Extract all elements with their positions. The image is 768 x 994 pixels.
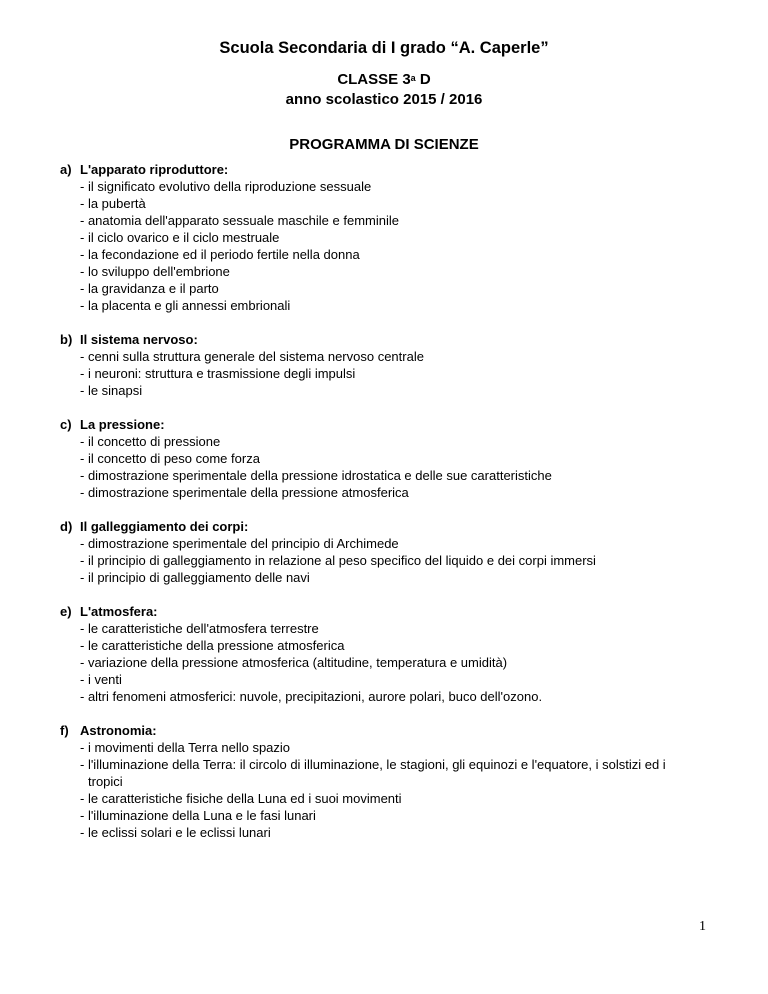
list-item: - la pubertà [80,196,146,211]
section-title: Astronomia: [80,723,157,738]
section-title: La pressione: [80,417,165,432]
section-letter: a) [60,162,72,177]
section-heading [60,161,700,178]
list-item: - le eclissi solari e le eclissi lunari [80,825,271,840]
list-item: - l'illuminazione della Terra: il circolo di illuminazione, le stagioni, gli equinozi e l'equatore, i solstizi ed i tropici [80,757,666,789]
list-item: - il ciclo ovarico e il ciclo mestruale [80,230,280,245]
section-letter: b) [60,332,73,347]
list-item: - dimostrazione sperimentale della pressione idrostatica e delle sue caratteristiche [80,468,552,483]
class-label [0,70,768,90]
program-section [60,722,700,841]
section-item-list [60,178,700,314]
section-item-list [60,739,700,841]
list-item: - lo sviluppo dell'embrione [80,264,230,279]
list-item: - l'illuminazione della Luna e le fasi lunari [80,808,316,823]
list-item: - i movimenti della Terra nello spazio [80,740,291,755]
section-title: L'atmosfera: [80,604,158,619]
list-item: - le caratteristiche della pressione atmosferica [80,638,345,653]
list-item: - il principio di galleggiamento in relazione al peso specifico del liquido e dei corpi immersi [80,553,596,568]
section-letter: f) [60,723,69,738]
section-heading [60,603,700,620]
list-item: - altri fenomeni atmosferici: nuvole, precipitazioni, aurore polari, buco dell'ozono. [80,689,543,704]
program-section [60,416,700,501]
list-item: - dimostrazione sperimentale della pressione atmosferica [80,485,409,500]
list-item: - i neuroni: struttura e trasmissione degli impulsi [80,366,356,381]
class-superscript: a [410,73,416,83]
section-heading [60,331,700,348]
list-item: - variazione della pressione atmosferica (altitudine, temperatura e umidità) [80,655,508,670]
section-title: Il galleggiamento dei corpi: [80,519,249,534]
section-item-list [60,348,700,399]
list-item: - cenni sulla struttura generale del sistema nervoso centrale [80,349,424,364]
program-section [60,603,700,705]
list-item: - la placenta e gli annessi embrionali [80,298,291,313]
list-item: - il significato evolutivo della riproduzione sessuale [80,179,372,194]
section-letter: d) [60,519,73,534]
section-letter: c) [60,417,72,432]
section-heading [60,416,700,433]
list-item: - il principio di galleggiamento delle navi [80,570,310,585]
list-item: - le caratteristiche fisiche della Luna ed i suoi movimenti [80,791,402,806]
section-item-list [60,620,700,705]
list-item: - il concetto di peso come forza [80,451,260,466]
program-section [60,518,700,586]
page-title: PROGRAMMA DI SCIENZE [289,136,479,153]
list-item: - le sinapsi [80,383,143,398]
section-item-list [60,433,700,501]
list-item: - la fecondazione ed il periodo fertile nella donna [80,247,360,262]
list-item: - i venti [80,672,122,687]
section-heading [60,518,700,535]
school-name: Scuola Secondaria di I grado “A. Caperle” [219,39,549,57]
list-item: - il concetto di pressione [80,434,221,449]
program-section [60,161,700,314]
class-prefix: CLASSE 3 [337,71,411,88]
section-letter: e) [60,604,72,619]
list-item: - anatomia dell'apparato sessuale maschile e femminile [80,213,399,228]
document-header [0,36,768,170]
page-number: 1 [699,919,706,934]
list-item: - la gravidanza e il parto [80,281,219,296]
program-content [60,161,700,858]
list-item: - le caratteristiche dell'atmosfera terrestre [80,621,319,636]
school-year: anno scolastico 2015 / 2016 [285,91,483,108]
list-item: - dimostrazione sperimentale del principio di Archimede [80,536,399,551]
section-heading [60,722,700,739]
program-section [60,331,700,399]
class-suffix: D [415,71,431,88]
section-title: L'apparato riproduttore: [80,162,229,177]
section-title: Il sistema nervoso: [80,332,198,347]
section-item-list [60,535,700,586]
